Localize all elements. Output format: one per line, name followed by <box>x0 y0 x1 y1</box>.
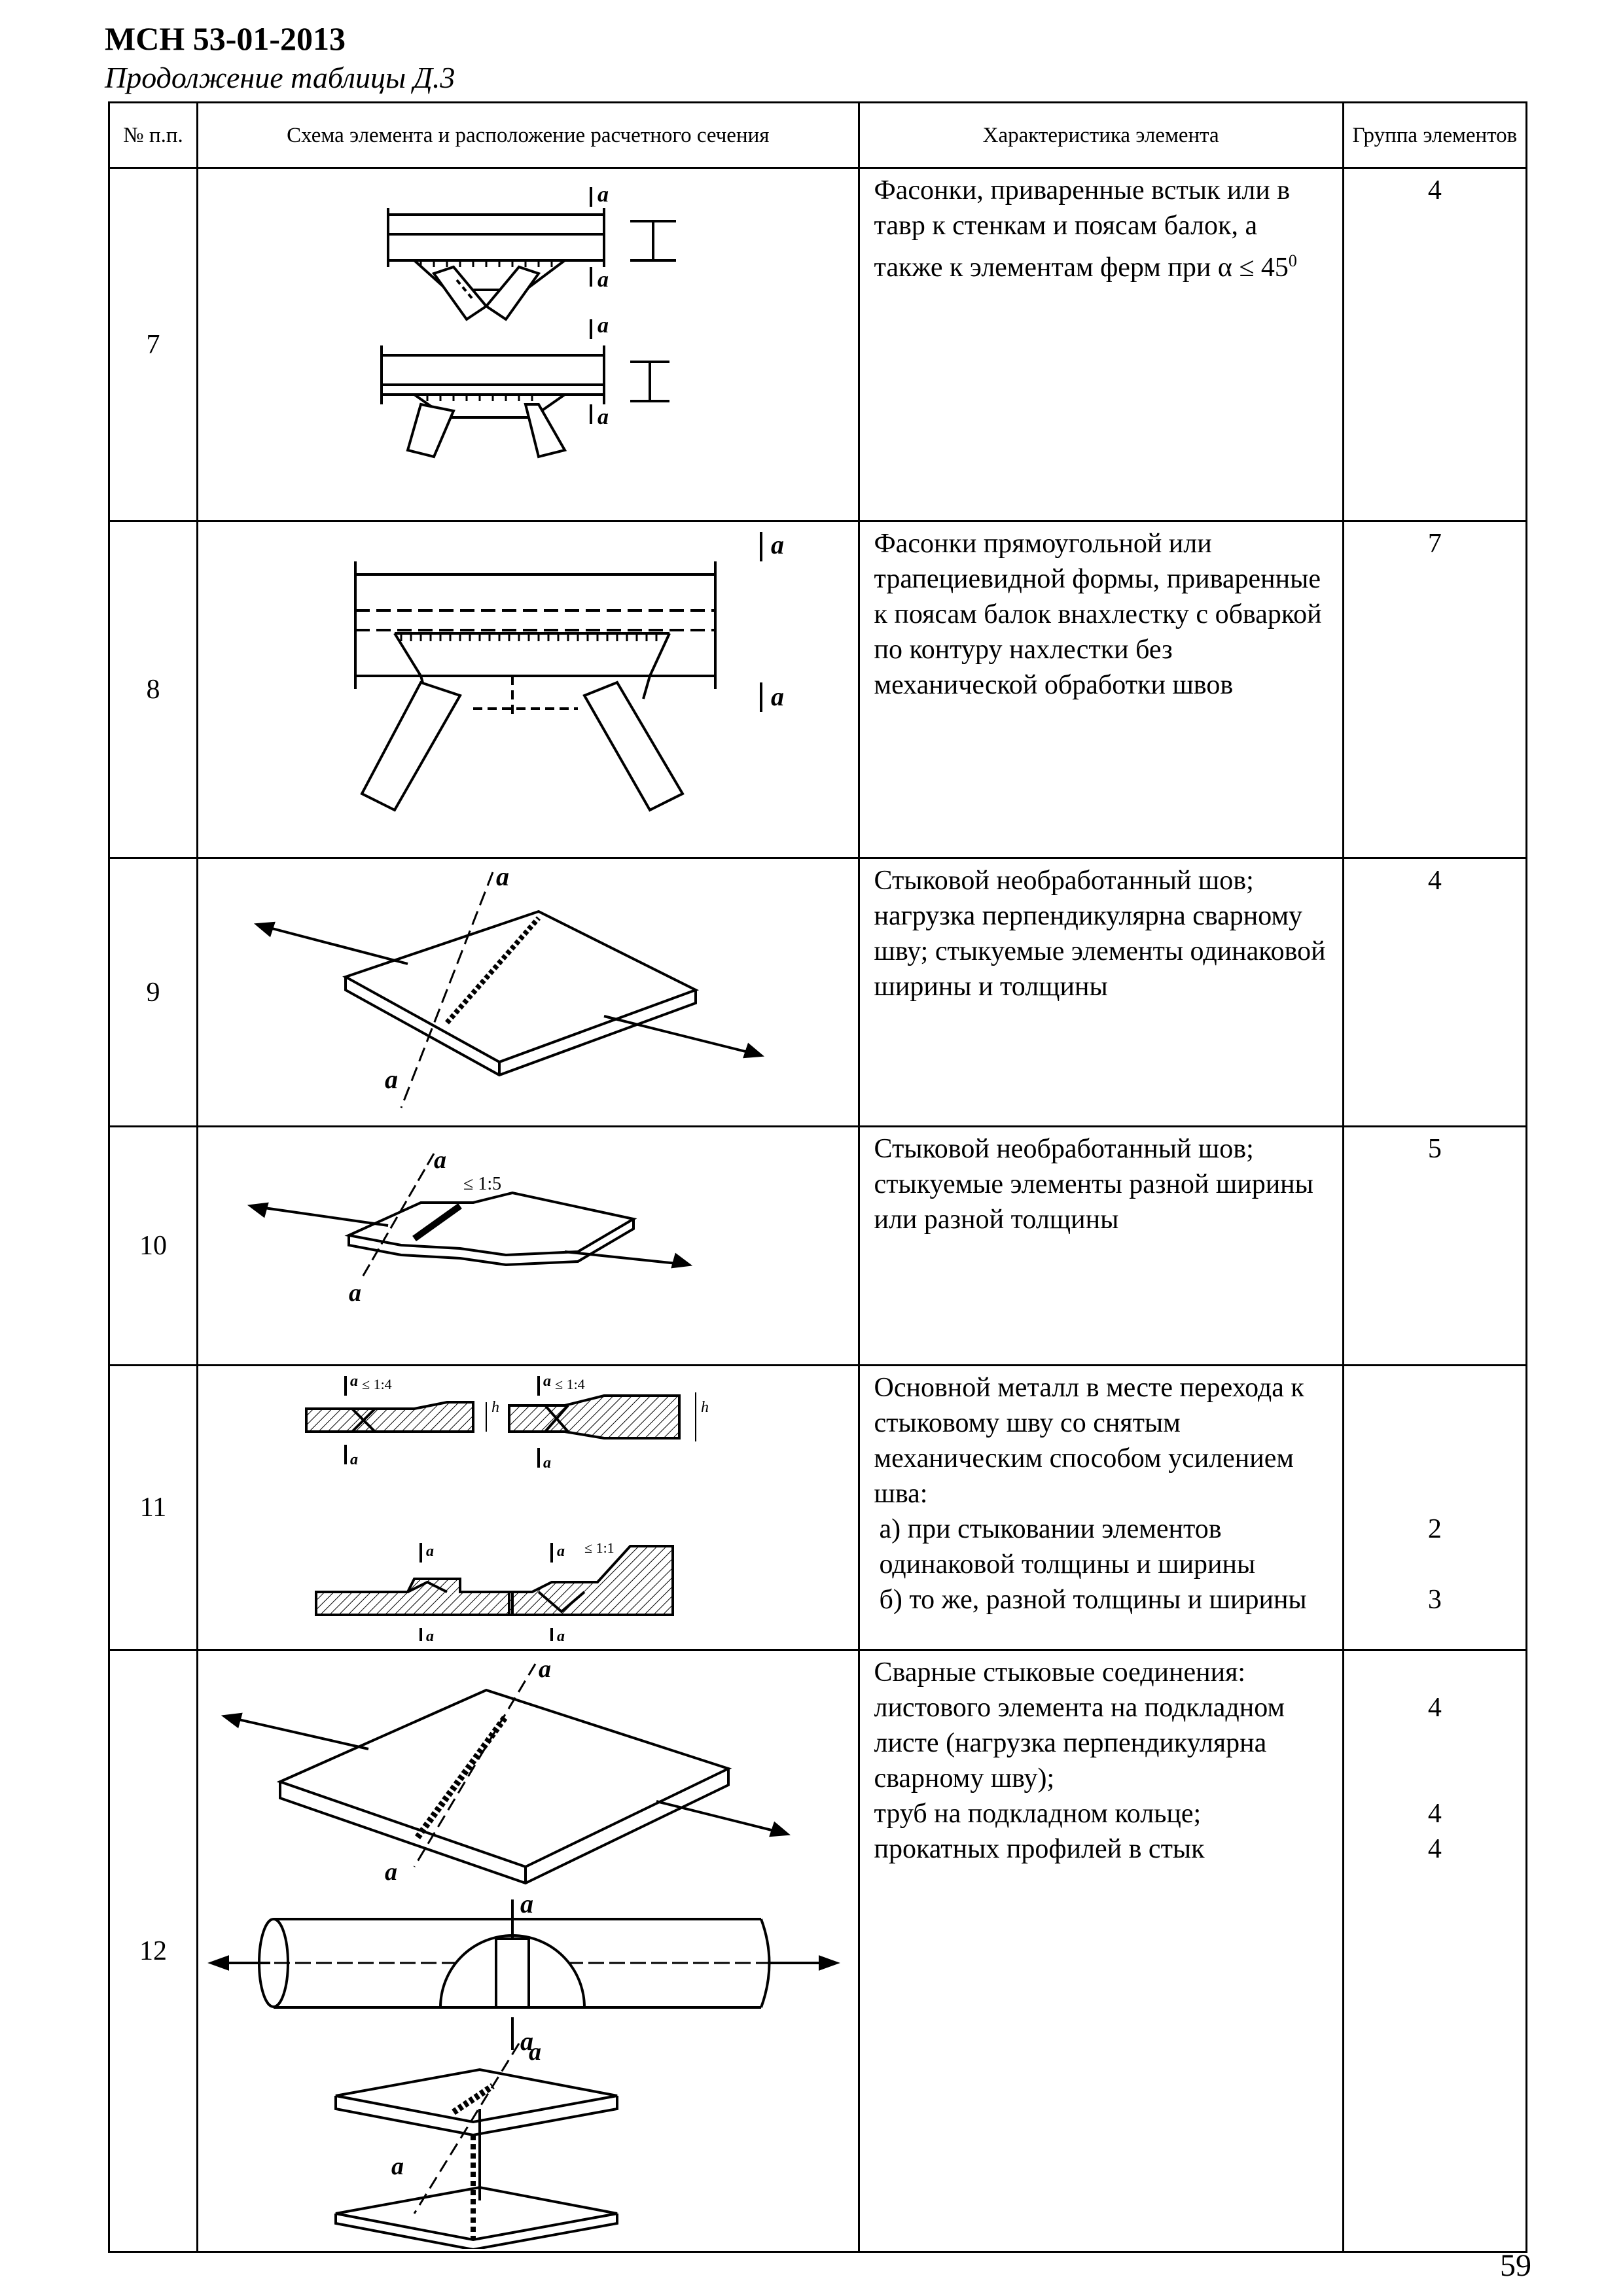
lap-gusset-diagram <box>198 522 859 855</box>
scheme-cell <box>198 521 859 858</box>
section-mark-label: a <box>543 1373 552 1390</box>
group-value: 4 <box>1427 175 1442 205</box>
table-header-row <box>109 103 1527 168</box>
slope-label: ≤ 1:4 <box>555 1376 585 1392</box>
characteristic-text: Фасонки прямоугольной или трапециевидной формы, приваренные к поясам балок внахлестку с обваркой по контуру нахлестки без механической обработки швов <box>874 529 1322 700</box>
thickness-label: h <box>701 1399 709 1416</box>
section-mark-label: a <box>350 1451 359 1468</box>
table-row-9 <box>109 858 1527 1127</box>
characteristic-text: Сварные стыковые соединения: <box>874 1657 1246 1687</box>
characteristic-cell <box>859 858 1343 1127</box>
page-number: 59 <box>1500 2248 1531 2283</box>
scheme-cell <box>198 1127 859 1366</box>
machined-butt-weld-diagram <box>198 1366 859 1647</box>
characteristic-text: Основной металл в месте перехода к стыковому шву со снятым механическим способом усилением шва: <box>874 1373 1304 1509</box>
section-mark-label: a <box>520 2026 534 2056</box>
characteristic-text: Стыковой необработанный шов; нагрузка перпендикулярна сварному шву; стыкуемые элементы одинаковой ширины и толщины <box>874 866 1326 1002</box>
row-number: 10 <box>109 1127 198 1366</box>
section-mark-label: a <box>426 1543 435 1560</box>
section-mark-label: a <box>557 1628 565 1645</box>
characteristic-text: Фасонки, приваренные встык или в тавр к стенкам и поясам балок, а также к элементам ферм при α ≤ 45 <box>874 175 1291 283</box>
section-mark-label: a <box>350 1373 359 1390</box>
row-number: 9 <box>109 858 198 1127</box>
slope-label: ≤ 1:4 <box>362 1376 392 1392</box>
section-mark-label: a <box>597 313 609 338</box>
group-cell <box>1343 1650 1526 2252</box>
slope-label: ≤ 1:1 <box>584 1540 615 1556</box>
group-cell <box>1343 1127 1526 1366</box>
group-cell <box>1343 168 1526 521</box>
butt-weld-plate-diagram <box>198 859 859 1123</box>
section-mark-label: a <box>557 1543 565 1560</box>
header-num: № п.п. <box>109 103 198 168</box>
header-scheme: Схема элемента и расположение расчетного сечения <box>198 103 859 168</box>
characteristic-cell <box>859 521 1343 858</box>
group-value: 5 <box>1427 1134 1442 1164</box>
section-mark-label: a <box>385 1858 398 1886</box>
characteristic-cell <box>859 1650 1343 2252</box>
table-row-10 <box>109 1127 1527 1366</box>
scheme-cell <box>198 1650 859 2252</box>
section-mark-label: a <box>520 1889 534 1918</box>
table-row-11 <box>109 1366 1527 1650</box>
group-cell <box>1343 858 1526 1127</box>
group-value: 7 <box>1427 529 1442 559</box>
characteristic-subitem-b: б) то же, разной толщины и ширины <box>879 1585 1307 1615</box>
section-mark-label: a <box>771 530 785 559</box>
degree-superscript: 0 <box>1288 251 1297 270</box>
group-cell <box>1343 521 1526 858</box>
group-cell <box>1343 1366 1526 1650</box>
section-mark-label: a <box>597 405 609 429</box>
scheme-cell <box>198 1366 859 1650</box>
section-mark-label: a <box>597 183 609 207</box>
characteristic-cell <box>859 1127 1343 1366</box>
characteristic-cell <box>859 1366 1343 1650</box>
slope-label: ≤ 1:5 <box>463 1174 502 1194</box>
group-value: 4 <box>1427 1799 1442 1829</box>
gusset-beam-diagram <box>198 169 859 518</box>
group-value: 2 <box>1427 1514 1442 1544</box>
thickness-label: h <box>491 1399 500 1416</box>
document-code: МСН 53-01-2013 <box>105 20 346 57</box>
butt-weld-transition-diagram <box>198 1127 859 1362</box>
table-continuation-title: Продолжение таблицы Д.3 <box>105 61 455 94</box>
section-mark-label: a <box>543 1455 552 1472</box>
table-row-7 <box>109 168 1527 521</box>
section-mark-label: a <box>434 1146 447 1174</box>
section-mark-label: a <box>426 1628 435 1645</box>
section-mark-label: a <box>496 862 510 891</box>
group-value: 4 <box>1427 866 1442 896</box>
header-characteristic: Характеристика элемента <box>859 103 1343 168</box>
section-mark-label: a <box>529 2038 542 2066</box>
table-row-12 <box>109 1650 1527 2252</box>
section-mark-label: a <box>391 2153 404 2180</box>
row-number: 11 <box>109 1366 198 1650</box>
characteristic-subitem: прокатных профилей в стык <box>874 1834 1205 1864</box>
group-value: 4 <box>1427 1834 1442 1864</box>
scheme-cell <box>198 168 859 521</box>
group-value: 4 <box>1427 1693 1442 1723</box>
backing-butt-joints-diagram <box>198 1651 859 2249</box>
header-group: Группа элементов <box>1343 103 1526 168</box>
row-number: 12 <box>109 1650 198 2252</box>
section-mark-label: a <box>539 1655 552 1683</box>
scheme-cell <box>198 858 859 1127</box>
characteristic-subitem: листового элемента на подкладном листе (нагрузка перпендикулярна сварному шву); <box>874 1693 1285 1793</box>
elements-table <box>108 101 1527 2253</box>
row-number: 8 <box>109 521 198 858</box>
characteristic-subitem-a: а) при стыковании элементов одинаковой толщины и ширины <box>879 1514 1256 1580</box>
table-row-8 <box>109 521 1527 858</box>
section-mark-label: a <box>771 682 785 711</box>
section-mark-label: a <box>385 1065 399 1094</box>
characteristic-subitem: труб на подкладном кольце; <box>874 1799 1202 1829</box>
section-mark-label: a <box>349 1279 362 1307</box>
row-number: 7 <box>109 168 198 521</box>
characteristic-text: Стыковой необработанный шов; стыкуемые элементы разной ширины или разной толщины <box>874 1134 1313 1235</box>
section-mark-label: a <box>597 268 609 292</box>
characteristic-cell <box>859 168 1343 521</box>
group-value: 3 <box>1427 1585 1442 1615</box>
